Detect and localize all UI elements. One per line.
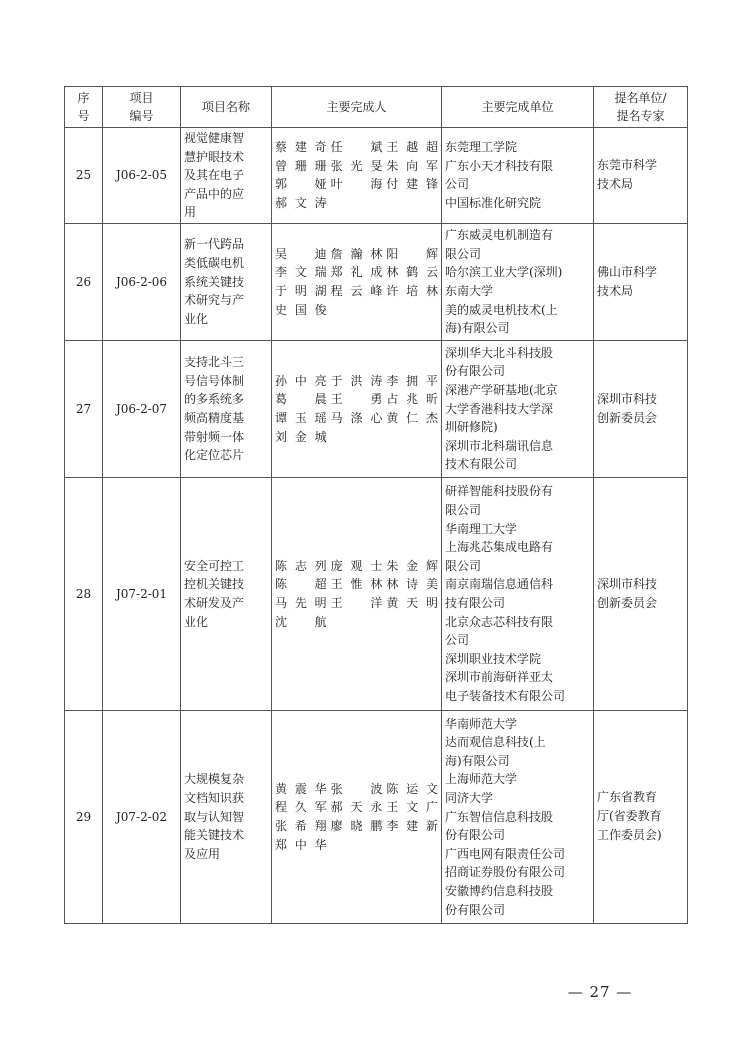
person: 李拥平: [386, 373, 438, 388]
row-units: 华南师范大学 达而观信息科技(上 海)有限公司 上海师范大学 同济大学 广东智信信息科技股 份有限公司 广西电网有限责任公司 招商证券股份有限公司 安徽博约信息科技股 份有限公司: [442, 710, 594, 923]
row-units: 研祥智能科技股份有 限公司 华南理工大学 上海兆芯集成电路有 限公司 南京南瑞信息通信科 技有限公司 北京众志芯科技有限 公司 深圳职业技术学院 深圳市前海研祥亚太 电子装备技术有限公司: [442, 477, 594, 710]
row-people: [272, 477, 442, 710]
person: 林诗美: [386, 577, 438, 592]
person: 任 斌: [330, 140, 383, 155]
row-people: [272, 128, 442, 224]
person: 谭玉瑶: [275, 410, 327, 425]
row-nominator: 广东省教育 厅(省委教育 工作委员会): [594, 710, 688, 923]
row-project-name: 大规模复杂 文档知识获 取与认知智 能关键技术 及应用: [181, 710, 272, 923]
person: 黄天明: [386, 595, 438, 610]
person: 朱向军: [386, 158, 438, 173]
person: 王 勇: [330, 392, 383, 407]
row-people: [272, 710, 442, 923]
person: 张希翔: [275, 818, 327, 833]
header-units: 主要完成单位: [442, 87, 594, 128]
person: 马涤心: [330, 410, 383, 425]
person: 刘金城: [275, 429, 327, 444]
page-number: — 27 —: [567, 983, 633, 1001]
person: 李建新: [386, 818, 438, 833]
person: 叶 海: [330, 177, 383, 192]
person: 孙中亮: [275, 373, 327, 388]
person: 蔡建奇: [275, 140, 327, 155]
person: 许培林: [386, 283, 438, 298]
person: 王惟林: [330, 577, 383, 592]
awards-table: [64, 86, 688, 924]
person: 占兆昕: [386, 392, 438, 407]
person: 詹瀚林: [330, 246, 383, 261]
person: 王 洋: [330, 595, 383, 610]
header-name: 项目名称: [181, 87, 272, 128]
person: 程云峰: [330, 283, 383, 298]
row-units: 东莞理工学院 广东小天才科技有限 公司 中国标准化研究院: [442, 128, 594, 224]
person: 陈志列: [275, 558, 327, 573]
person: 葛 晨: [275, 392, 327, 407]
row-people: [272, 223, 442, 340]
person: 程久军: [275, 800, 327, 815]
row-seq: 25: [65, 128, 103, 224]
person: 张 波: [330, 781, 383, 796]
row-seq: 27: [65, 340, 103, 477]
person: 马先明: [275, 595, 327, 610]
header-nominator: 提名单位/ 提名专家: [594, 87, 688, 128]
table-header-row: [65, 87, 688, 128]
row-project-name: 支持北斗三 号信号体制 的多系统多 频高精度基 带射频一体 化定位芯片: [181, 340, 272, 477]
row-project-name: 安全可控工 控机关键技 术研发及产 业化: [181, 477, 272, 710]
person: 廖晓鹏: [330, 818, 383, 833]
person: 曾珊珊: [275, 158, 327, 173]
person: 郝文涛: [275, 196, 327, 211]
row-people: [272, 340, 442, 477]
person: 付建锋: [386, 177, 438, 192]
row-seq: 26: [65, 223, 103, 340]
row-seq: 29: [65, 710, 103, 923]
person: 陈 超: [275, 577, 327, 592]
person: 郑中华: [275, 837, 327, 852]
row-seq: 28: [65, 477, 103, 710]
table-row: [65, 477, 688, 710]
person: 王文广: [386, 800, 438, 815]
person: 黄震华: [275, 781, 327, 796]
person: 史国俊: [275, 302, 327, 317]
person: 庞观士: [330, 558, 383, 573]
person: 吴 迪: [275, 246, 327, 261]
person: 张光旻: [330, 158, 383, 173]
person: 林鹤云: [386, 265, 438, 280]
table-row: [65, 340, 688, 477]
row-nominator: 东莞市科学 技术局: [594, 128, 688, 224]
person: 陈运文: [386, 781, 438, 796]
row-units: 广东威灵电机制造有 限公司 哈尔滨工业大学(深圳) 东南大学 美的威灵电机技术(上 海)有限公司: [442, 223, 594, 340]
header-seq: 序 号: [65, 87, 103, 128]
row-code: J06-2-07: [103, 340, 181, 477]
row-code: J06-2-05: [103, 128, 181, 224]
row-code: J06-2-06: [103, 223, 181, 340]
header-code: 项目 编号: [103, 87, 181, 128]
person: 于明湖: [275, 283, 327, 298]
person: 郭 娅: [275, 177, 327, 192]
row-code: J07-2-01: [103, 477, 181, 710]
person: 郝天永: [330, 800, 383, 815]
person: 沈 航: [275, 614, 327, 629]
row-nominator: 深圳市科技 创新委员会: [594, 340, 688, 477]
row-nominator: 深圳市科技 创新委员会: [594, 477, 688, 710]
row-project-name: 新一代跨品 类低碳电机 系统关键技 术研究与产 业化: [181, 223, 272, 340]
table-row: [65, 223, 688, 340]
person: 黄仁杰: [386, 410, 438, 425]
person: 郑礼成: [330, 265, 383, 280]
person: 阳 辉: [386, 246, 438, 261]
table-row: [65, 710, 688, 923]
row-nominator: 佛山市科学 技术局: [594, 223, 688, 340]
person: 王越超: [386, 140, 438, 155]
row-project-name: 视觉健康智 慧护眼技术 及其在电子 产品中的应 用: [181, 128, 272, 224]
row-units: 深圳华大北斗科技股 份有限公司 深港产学研基地(北京 大学香港科技大学深 圳研修院) 深圳市北科瑞讯信息 技术有限公司: [442, 340, 594, 477]
header-people: 主要完成人: [272, 87, 442, 128]
person: 李文瑞: [275, 265, 327, 280]
row-code: J07-2-02: [103, 710, 181, 923]
person: 朱金辉: [386, 558, 438, 573]
table-row: [65, 128, 688, 224]
person: 于洪涛: [330, 373, 383, 388]
